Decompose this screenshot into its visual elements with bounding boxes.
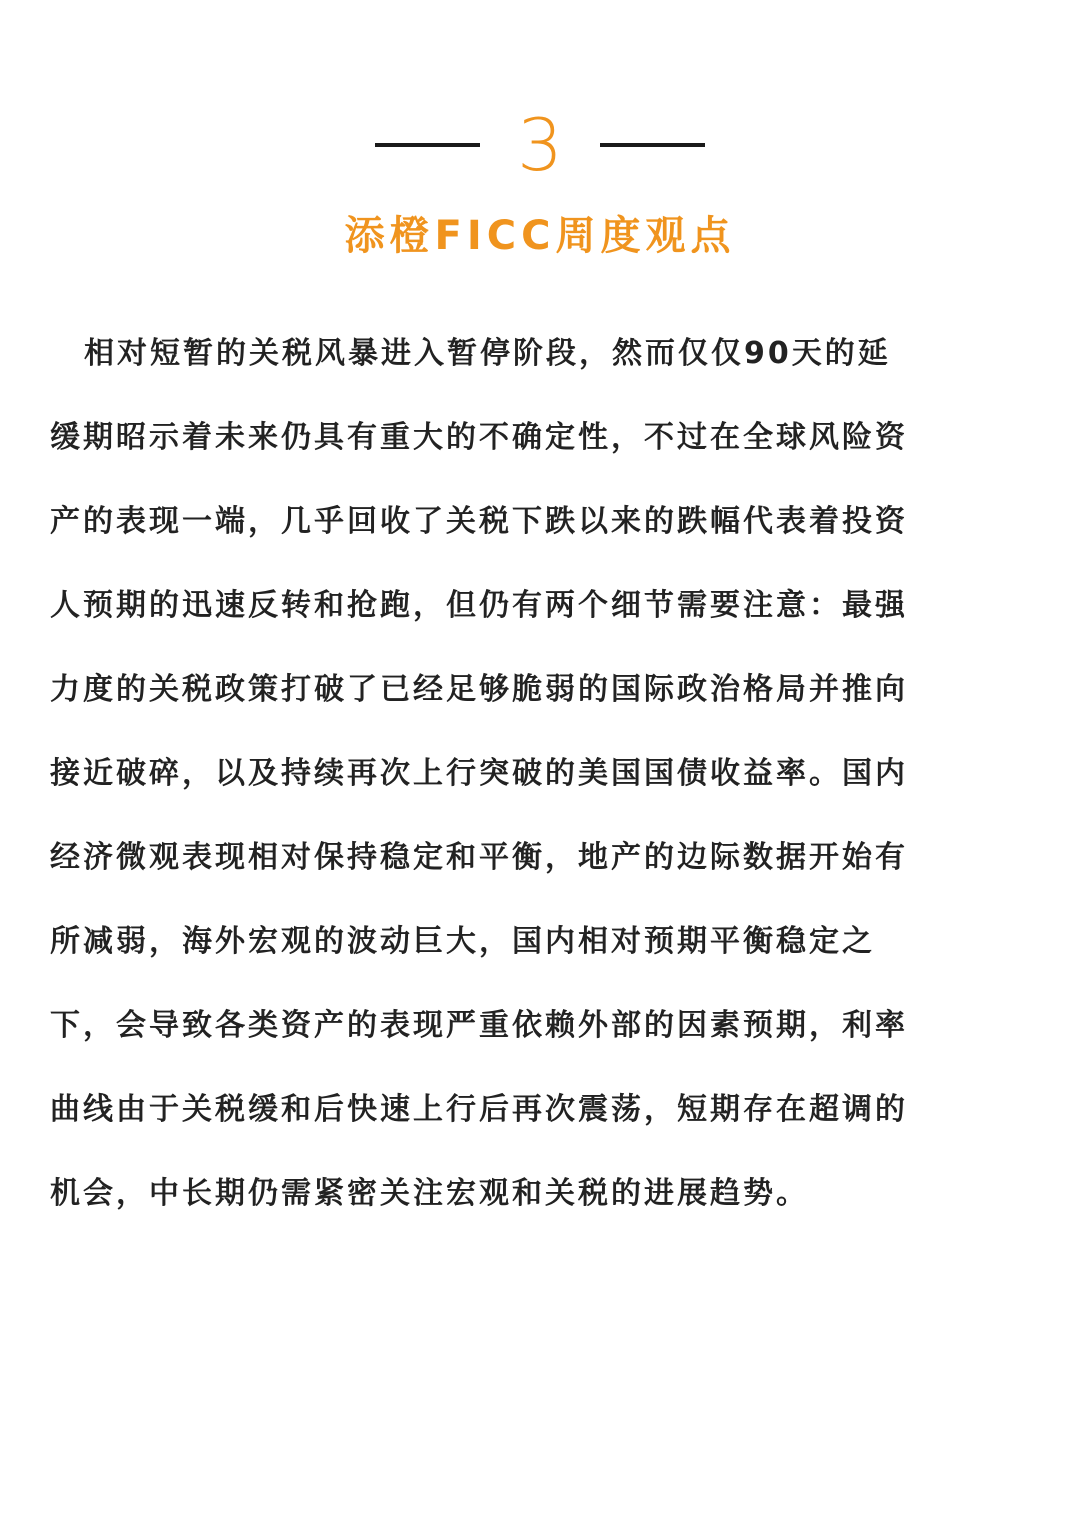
paragraph-line: 所减弱，海外宏观的波动巨大，国内相对预期平衡稳定之 xyxy=(50,924,875,959)
paragraph-line: 经济微观表现相对保持稳定和平衡，地产的边际数据开始有 xyxy=(50,840,908,875)
paragraph-line: 接近破碎，以及持续再次上行突破的美国国债收益率。国内 xyxy=(50,756,908,791)
section-header xyxy=(0,100,1080,190)
paragraph-line: 缓期昭示着未来仍具有重大的不确定性，不过在全球风险资 xyxy=(50,420,908,455)
right-divider-line xyxy=(600,143,705,147)
left-divider-line xyxy=(375,143,480,147)
section-number: 3 xyxy=(517,103,563,187)
paragraph-line: 机会，中长期仍需紧密关注宏观和关税的进展趋势。 xyxy=(50,1176,809,1211)
section-title: 添橙FICC周度观点 xyxy=(344,213,736,259)
paragraph-line: 相对短暂的关税风暴进入暂停阶段，然而仅仅90天的延 xyxy=(84,336,891,371)
paragraph-line: 下，会导致各类资产的表现严重依赖外部的因素预期，利率 xyxy=(50,1008,908,1043)
paragraph-line: 力度的关税政策打破了已经足够脆弱的国际政治格局并推向 xyxy=(50,672,908,707)
body-paragraph xyxy=(50,312,1030,1236)
paragraph-line: 人预期的迅速反转和抢跑，但仍有两个细节需要注意：最强 xyxy=(50,588,908,623)
paragraph-line: 产的表现一端，几乎回收了关税下跌以来的跌幅代表着投资 xyxy=(50,504,908,539)
paragraph-line: 曲线由于关税缓和后快速上行后再次震荡，短期存在超调的 xyxy=(50,1092,908,1127)
